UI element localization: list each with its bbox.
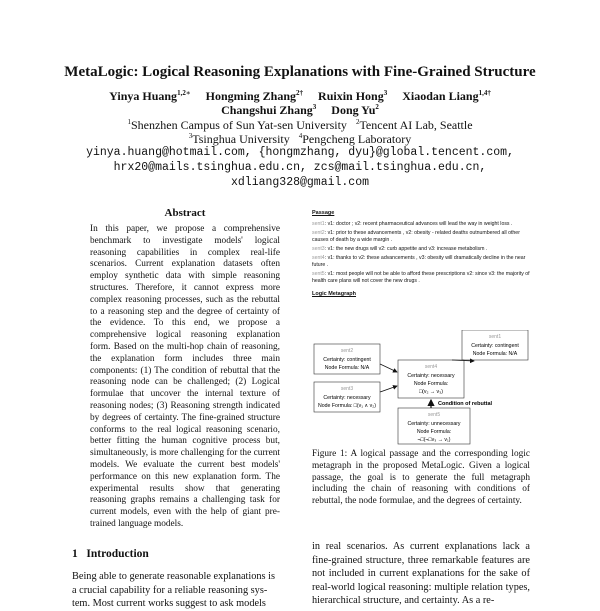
svg-text:Certainty: necessary: Certainty: necessary [323,395,371,401]
metagraph-node-sent1 [462,330,528,360]
svg-text:Certainty: necessary: Certainty: necessary [407,373,455,379]
metagraph-node-sent4 [398,360,464,398]
author-line-1 [0,88,600,104]
figure-1 [312,206,530,302]
author: Ruixin Hong$^3$ [318,89,388,103]
abstract-body [90,224,280,531]
author: Dong Yu$^2$ [331,103,379,117]
right-column-body: in real scenarios. As current explanations lack a fine-grained structure, three remarkable features are not included in current explanations for the sake of real-world logical reasoning: multiple relation types, hierarchical structure, and certainty. As a re- [312,541,530,607]
passage-sentence: sent3: v1: the new drugs will v2: curb appetite and v3: increase metabolism . [312,246,488,252]
edge-sent3-to-sent4 [380,386,397,392]
svg-text:Certainty: contingent: Certainty: contingent [323,357,371,363]
svg-text:Certainty: contingent: Certainty: contingent [471,343,519,349]
svg-text:¬□(¬□v₃ → v₁): ¬□(¬□v₃ → v₁) [417,437,451,443]
passage-label: Passage [312,210,335,216]
metagraph-label: Logic Metagraph [312,291,357,297]
author-line-2 [0,103,600,118]
svg-text:Node Formula: N/A: Node Formula: N/A [472,351,518,357]
passage-sentence: sent2: v1: prior to these advancements , v2: obesity - related deaths outnumbered all other causes of death by a wide margin . [312,230,520,243]
abstract-heading: Abstract [164,207,206,219]
author: Hongming Zhang$^{2\dagger}$ [205,89,304,103]
introduction-text: Being able to generate reasonable explanations is a crucial capability for a reliable reasoning sys- tem. Most current works suggest to ask models [72,571,276,610]
metagraph-node-sent2 [314,344,380,374]
logic-metagraph [312,330,530,445]
svg-text:sent3: sent3 [340,386,354,392]
author: Xiaodan Liang$^{1,4\dagger}$ [402,89,491,103]
abstract-text: In this paper, we propose a comprehensive benchmark to investigate models' logical reasoning capabilities in complex real-life scenarios. Current explanation datasets often employ synthetic data with simple reasoning structures. Therefore, it cannot express more complex reasoning processes, such as the rebuttal to a reasoning step and the degree of certainty of the evidence. To this end, we propose a comprehensive logical reasoning explanation form. Based on the multi-hop chain of reasoning, the explanation form includes three main components: (1) The condition of rebuttal that the reasoning node can be challenged; (2) Logical formulae that uncover the internal texture of reasoning nodes; (3) Reasoning strength indicated by degrees of certainty. The fine-grained structure conforms to the real logical reasoning scenario, better fitting the human cognitive process but, simultaneously, is more challenging for the current models. We evaluate the current best models' performance on this new explanation form. The experimental results show that generating reasoning graphs remains a challenging task for current models, even with the help of giant pre-trained language models. [90,224,280,529]
email-line-3: xdliang328@gmail.com [230,176,370,189]
passage-sentence: sent5: v1: most people will not be able to afford these prescriptions v2: since v3: the majority of health care plans will not cover the new drugs . [312,271,530,284]
svg-text:Node Formula:: Node Formula: [413,381,449,387]
author: Changshui Zhang$^3$ [221,103,317,117]
svg-text:□(v₂ → v₃): □(v₂ → v₃) [419,389,443,395]
svg-text:sent1: sent1 [488,334,502,340]
paper-title: MetaLogic: Logical Reasoning Explanations with Fine-Grained Structure [64,64,536,80]
introduction-body [72,570,282,611]
svg-text:Certainty: unnecessary: Certainty: unnecessary [407,421,461,427]
section-heading-introduction: 1 Introduction [72,548,149,560]
email-line-2: hrx20@mails.tsinghua.edu.cn, zcs@mail.tsinghua.edu.cn, [113,161,487,174]
svg-text:Node Formula:: Node Formula: [416,429,452,435]
email-line-1: yinya.huang@hotmail.com, {hongmzhang, dyu}@global.tencent.com, [86,146,514,159]
svg-text:sent4: sent4 [424,364,438,370]
affiliation-line-2: $^3$Tsinghua University $^4$Pengcheng Laboratory [188,132,412,146]
svg-text:sent2: sent2 [340,348,354,354]
metagraph-node-sent5 [398,408,470,444]
figure-caption: Figure 1: A logical passage and the corresponding logic metagraph in the proposed MetaLogic. Given a logical passage, the goal is to generate the full metagraph including the chain of reasoning with conditions of rebuttal, the node formulae, and the degrees of certainty. [312,449,530,507]
affiliation-line-1: $^1$Shenzhen Campus of Sun Yat-sen University $^2$Tencent AI Lab, Seattle [127,118,473,132]
passage-sentence: sent4: v1: thanks to v2: these advancements , v3: obesity will dramatically decline in the near future . [312,255,526,268]
svg-text:sent5: sent5 [427,412,441,418]
svg-text:Node Formula: N/A: Node Formula: N/A [324,365,370,371]
edge-sent2-to-sent4 [380,364,397,372]
author: Yinya Huang$^{1,2∗}$ [109,89,191,103]
passage-sentence: sent1: v1: doctor ; v2: recent pharmaceutical advances will lead the way in weight loss . [312,221,513,227]
metagraph-node-sent3 [314,382,380,412]
rebuttal-label: Condition of rebuttal [438,401,493,407]
svg-text:Node Formula: □(v₁ ∧ v₂): Node Formula: □(v₁ ∧ v₂) [318,403,376,409]
